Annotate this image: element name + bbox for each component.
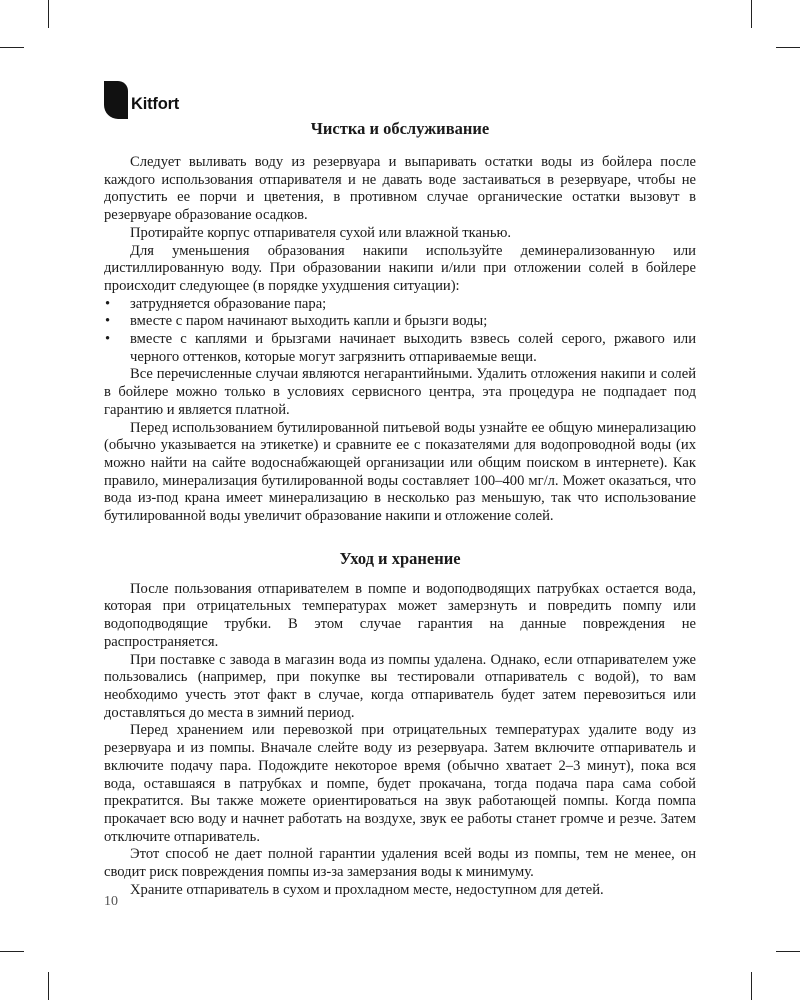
- paragraph: Этот способ не дает полной гарантии удаления всей воды из помпы, тем не менее, он сводит риск повреждения помпы из-за замерзания воды к минимуму.: [104, 846, 696, 881]
- list-item: [104, 296, 696, 314]
- crop-mark: [0, 47, 24, 48]
- paragraph: После пользования отпаривателем в помпе и водоподводящих патрубках остается вода, которая при отрицательных температурах может замерзнуть и повредить помпу или водоподводящие трубки. В этом случае гарантия на данные повреждения не распространяется.: [104, 580, 696, 650]
- list-item: [104, 331, 696, 366]
- paragraph: Все перечисленные случаи являются негарантийными. Удалить отложения накипи и солей в бойлере можно только в условиях сервисного центра, эта процедура не подпадает под гарантию и является платной.: [104, 366, 696, 418]
- paragraph: При поставке с завода в магазин вода из помпы удалена. Однако, если отпаривателем уже пользовались (например, при покупке вы тестировали отпариватель с водой), то вам необходимо учесть этот факт в случае, когда отпариватель будет затем перевозиться или доставляться до места в зимний период.: [104, 651, 696, 721]
- list-item-text: вместе с каплями и брызгами начинает выходить взвесь солей серого, ржавого или черного оттенков, которые могут загрязнить отпариваемые вещи.: [130, 331, 696, 365]
- crop-mark: [48, 0, 49, 28]
- crop-mark: [751, 972, 752, 1000]
- paragraph: Для уменьшения образования накипи используйте деминерализованную или дистиллированную воду. При образовании накипи и/или при отложении солей в бойлере происходит следующее (в порядке ухудшения ситуации):: [104, 242, 696, 294]
- paragraph: Протирайте корпус отпаривателя сухой или влажной тканью.: [130, 224, 512, 241]
- crop-mark: [0, 951, 24, 952]
- section-title: Уход и хранение: [339, 548, 461, 568]
- paragraph: Храните отпариватель в сухом и прохладном месте, недоступном для детей.: [130, 881, 604, 898]
- page-content: [104, 117, 696, 899]
- bullet-list: [104, 296, 696, 367]
- bullet-icon: •: [105, 331, 111, 348]
- paragraph: Следует выливать воду из резервуара и выпаривать остатки воды из бойлера после каждого использования отпаривателя и не давать воде застаиваться в резервуаре, чтобы не допустить ее порчи и цветения, в противном случае органические остатки вызовут в резервуаре образование осадков.: [104, 154, 696, 224]
- list-item-text: вместе с паром начинают выходить капли и брызги воды;: [130, 313, 488, 330]
- paragraph: Перед использованием бутилированной питьевой воды узнайте ее общую минерализацию (обычно указывается на этикетке) и сравните ее с показателями для водопроводной воды (их можно найти на сайте водоснабжающей организации или общим поиском в интернете). Как правило, минерализация бутилированной воды составляет 100–400 мг/л. Может оказаться, что вода из-под крана имеет минерализацию в несколько раз меньшую, так что использование бутилированной воды увеличит образование накипи и отложение солей.: [104, 419, 696, 525]
- list-item-text: затрудняется образование пара;: [130, 295, 327, 312]
- section-title: Чистка и обслуживание: [310, 119, 490, 138]
- brand-name: Kitfort: [131, 94, 180, 113]
- crop-mark: [48, 972, 49, 1000]
- list-item: [104, 313, 696, 331]
- crop-mark: [776, 47, 800, 48]
- crop-mark: [776, 951, 800, 952]
- page-number: 10: [104, 894, 118, 909]
- paragraph: Перед хранением или перевозкой при отрицательных температурах удалите воду из резервуара и из помпы. Вначале слейте воду из резервуара. Затем включите отпариватель и включите подачу пара. Подождите некоторое время (обычно хватает 2–3 минут), пока вся вода, оставшаяся в патрубках и помпе, будет прокачана, тогда подача пара сама собой прекратится. Вы также можете ориентироваться на звук работающей помпы. Когда помпа прокачает всю воду и начнет работать на воздухе, звук ее работы станет громче и резче. Затем отключите отпариватель.: [104, 722, 696, 845]
- bullet-icon: •: [105, 295, 111, 312]
- bullet-icon: •: [105, 313, 111, 330]
- brand-logo: [104, 80, 179, 120]
- kitfort-logo-icon: [104, 81, 128, 119]
- crop-mark: [751, 0, 752, 28]
